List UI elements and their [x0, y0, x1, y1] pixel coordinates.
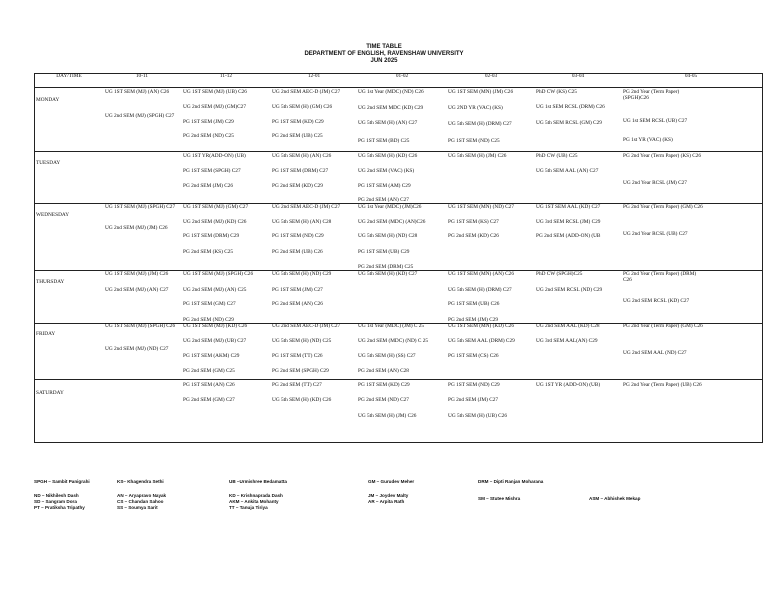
class-entry: UG 2nd SEM (MDC) (AN)C26	[358, 219, 426, 225]
legend-entry: GM – Gurudev Meher	[368, 479, 415, 484]
class-entry: UG 5th SEM AAL (DRM) C29	[448, 338, 515, 344]
class-entry: PG 2nd SEM (JM) C29	[448, 317, 499, 323]
class-entry: PG 1ST SEM (AN) C26	[183, 382, 235, 388]
class-entry: PG 2nd SEM (TT) C27	[272, 382, 322, 388]
class-entry: PG 2nd SEM (ND) C25	[183, 133, 234, 139]
class-entry: PG 2nd SEM (UB) C25	[272, 133, 323, 139]
department-name: DEPARTMENT OF ENGLISH, RAVENSHAW UNIVERSITY	[304, 51, 464, 57]
class-entry: UG 1ST SEM (MJ) (SPGH) C27	[105, 204, 176, 210]
class-entry: UG 2nd SEM (VAC) (KS)	[358, 168, 415, 174]
class-entry: PG 1ST SEM (AKM) C29	[183, 353, 240, 359]
class-entry: PG 1ST SEM (UB) C26	[448, 301, 500, 307]
class-entry: PG 2nd SEM (AN) C28	[358, 368, 409, 374]
class-entry: PG 1ST SEM (AM) C29	[358, 183, 411, 189]
class-entry: UG 5th SEM (H) (JM) C26	[358, 413, 417, 419]
legend-entry: AR – Arpita Rath	[368, 499, 405, 504]
class-entry: UG 5th SEM (H) (SS) C27	[358, 353, 416, 359]
class-entry: PG 2nd SEM (JM) C27	[448, 397, 499, 403]
legend-entry: TT – Tanuja Tiriya	[229, 505, 268, 510]
legend-entry: UB –Urmishree Bedamatta	[229, 479, 287, 484]
col-header-02-03: 02-03	[484, 73, 498, 79]
class-entry: PG 1ST SEM (KD) C29	[272, 119, 324, 125]
legend-entry: CS – Chandan Sahoo	[117, 499, 164, 504]
day-wednesday: WEDNESDAY	[36, 212, 70, 218]
class-entry: PhD CW (UB) C25	[536, 153, 578, 159]
class-entry: UG 2nd SEM (MJ) (AN) C27	[105, 287, 169, 293]
class-entry: UG 2nd SEM (MJ) (SPGH) C27	[105, 113, 175, 119]
class-entry: UG 2nd SEM MDC (KD) C29	[358, 105, 424, 111]
legend-entry: AN – Aryapravo Nayak	[117, 493, 167, 498]
class-entry: PG 1ST SEM (SPGH) C27	[183, 168, 241, 174]
legend-entry: PT – Pratiksha Tripathy	[34, 505, 85, 510]
class-entry: PG 2nd Year (Term Paper) (DRM) C26	[623, 271, 697, 283]
class-entry: UG 2ND YR (VAC) (KS)	[448, 105, 503, 111]
class-entry: UG 5th SEM (H) (DRM) C27	[448, 287, 512, 293]
class-entry: UG 2nd SEM AEC-D (JM) C27	[272, 323, 341, 329]
class-entry: UG 1ST SEM (MN) (ND) C27	[448, 204, 514, 210]
class-entry: UG 5th SEM (H) (KD) C26	[358, 153, 418, 159]
class-entry: PG 1ST SEM (KS) C27	[448, 219, 499, 225]
class-entry: UG 2nd SEM (MJ) (AN) C25	[183, 287, 247, 293]
legend-entry: KS– Khagendra Sethi	[117, 479, 164, 484]
class-entry: UG 2nd SEM (MJ) (ND) C27	[105, 346, 169, 352]
legend-entry: SD – Sangram Dora	[34, 499, 77, 504]
class-entry: PG 2nd Year (Term Paper) (UB) C26	[623, 382, 702, 388]
class-entry: UG 5th SEM (H) (KD) C26	[272, 397, 332, 403]
day-saturday: SATURDAY	[36, 390, 64, 396]
legend-entry: SPGH – Sambit Panigrahi	[34, 479, 90, 484]
class-entry: UG 5th SEM (H) (AN) C26	[272, 153, 332, 159]
row-divider	[34, 87, 763, 88]
class-entry: UG 2nd SEM (MJ) (GM)C27	[183, 104, 246, 110]
class-entry: UG 5th SEM AAL (AN) C27	[536, 168, 599, 174]
legend-entry: ASM – Abhishek Mekap	[589, 496, 641, 501]
class-entry: UG 2nd SEM AEC-D (JM) C27	[272, 204, 341, 210]
class-entry: UG 5th SEM (H) (JM) C26	[448, 153, 507, 159]
class-entry: UG 1ST SEM (MJ) (GM) C27	[183, 204, 249, 210]
day-monday: MONDAY	[36, 97, 60, 103]
class-entry: UG 1st Year (MDC) (JM) C 25	[358, 323, 425, 329]
col-header-03-04: 03-04	[571, 73, 585, 79]
class-entry: UG 1st SEM RCSL (DRM) C26	[536, 104, 605, 110]
class-entry: UG 3rd SEM RCSL (JM) C29	[536, 219, 601, 225]
class-entry: PG 1ST SEM (ND) C29	[272, 233, 324, 239]
class-entry: PG 1ST SEM (DRM) C27	[272, 168, 329, 174]
class-entry: PG 1ST SEM (TT) C26	[272, 353, 323, 359]
col-header-12-01: 12-01	[307, 73, 321, 79]
class-entry: PG 1ST SEM (CS) C26	[448, 353, 499, 359]
class-entry: UG 1ST SEM AAL (KD) C27	[536, 204, 601, 210]
class-entry: PG 2nd Year (Term Paper) (GM) C26	[623, 323, 703, 329]
class-entry: PG 1ST SEM (JM) C29	[183, 119, 234, 125]
class-entry: PG 2nd SEM (GM) C25	[183, 368, 235, 374]
class-entry: PG 2nd SEM (SPGH) C29	[272, 368, 329, 374]
class-entry: PhD CW (SPGH)C25	[536, 271, 583, 277]
class-entry: UG 1ST SEM (MJ) (AN) C26	[105, 89, 170, 95]
legend-entry: SM – Stutee Mishra	[478, 496, 521, 501]
class-entry: UG 5th SEM (H) (GM) C26	[272, 104, 333, 110]
class-entry: PG 1ST SEM (DRM) C29	[183, 233, 240, 239]
class-entry: PG 2nd Year (Term Paper) (GM) C26	[623, 204, 703, 210]
class-entry: UG 5th SEM (H) (UB) C26	[448, 413, 508, 419]
class-entry: PG 2nd SEM (KD) C29	[272, 183, 323, 189]
class-entry: UG 5th SEM (H) (ND) C28	[358, 233, 418, 239]
class-entry: UG 1ST SEM (MN) (KD) C26	[448, 323, 514, 329]
class-entry: UG 2nd SEM AAL (ND) C27	[623, 350, 687, 356]
day-thursday: THURSDAY	[36, 279, 65, 285]
class-entry: UG 1ST SEM (MJ) (SPGH) C26	[183, 271, 254, 277]
class-entry: PG 2nd SEM (DRM) C25	[358, 264, 414, 270]
class-entry: UG 5th SEM (H) (DRM) C27	[448, 121, 512, 127]
class-entry: UG 2nd SEM (MDC) (ND) C 25	[358, 338, 429, 344]
class-entry: UG 1st SEM RCSL (UB) C27	[623, 118, 688, 124]
legend-entry: SS – Soumya Sarit	[117, 505, 158, 510]
class-entry: PG 2nd SEM (KD) C26	[448, 233, 499, 239]
col-header-04-05: 04-05	[684, 73, 698, 79]
class-entry: UG 1ST YR (ADD-ON) (UB)	[536, 382, 601, 388]
class-entry: PG 2nd Year (Term Paper) (KS) C26	[623, 153, 702, 159]
class-entry: UG 5th SEM (H) (KD) C27	[358, 271, 418, 277]
class-entry: PG 2nd SEM (ND) C27	[358, 397, 409, 403]
row-divider	[34, 151, 763, 152]
col-header-01-02: 01-02	[395, 73, 409, 79]
class-entry: UG 1ST YR(ADD-ON) (UB)	[183, 153, 246, 159]
class-entry: PG 1ST SEM (GM) C27	[183, 301, 236, 307]
legend-entry: AKM – Ankita Mohanty	[229, 499, 279, 504]
class-entry: UG 5th SEM (H) (ND) C25	[272, 338, 332, 344]
legend-entry: JM – Joydev Malty	[368, 493, 409, 498]
class-entry: UG 1st Year (MDC) (ND) C26	[358, 89, 424, 95]
col-header-10-11: 10-11	[135, 73, 149, 79]
class-entry: UG 5th SEM RCSL (GM) C29	[536, 120, 602, 126]
class-entry: UG 1ST SEM (MN) (AN) C26	[448, 271, 514, 277]
class-entry: UG 1ST SEM (MJ) (UB) C26	[183, 89, 247, 95]
class-entry: PG 1ST SEM (UB) C29	[358, 249, 410, 255]
class-entry: PG 2nd Year (Term Paper) (SPGH)C26	[623, 89, 680, 101]
class-entry: UG 1st Year (MDC) (JM)C26	[358, 204, 422, 210]
col-header-daytime: DAY/TIME	[56, 73, 82, 79]
class-entry: UG 2nd Year RCSL (JM) C27	[623, 180, 687, 186]
class-entry: PG 1st YR (VAC) (KS)	[623, 137, 673, 143]
col-header-11-12: 11-12	[219, 73, 233, 79]
class-entry: UG 2nd SEM AEC-D (JM) C27	[272, 89, 341, 95]
class-entry: UG 5th SEM (H) (AN) C28	[272, 219, 332, 225]
legend-entry: DRM – Dipti Ranjan Moharana	[478, 479, 544, 484]
class-entry: PG 1ST SEM (JM) C27	[272, 287, 323, 293]
class-entry: UG 2nd SEM (MJ) (KD) C26	[183, 219, 247, 225]
class-entry: PhD CW (KS) C25	[536, 89, 577, 95]
class-entry: UG 2nd SEM RCSL (ND) C29	[536, 287, 603, 293]
day-friday: FRIDAY	[36, 331, 56, 337]
class-entry: PG 2nd SEM (KS) C25	[183, 249, 234, 255]
class-entry: UG 5th SEM (H) (AN) C27	[358, 120, 418, 126]
class-entry: UG 2nd Year RCSL (UB) C27	[623, 231, 688, 237]
class-entry: PG 1ST SEM (BD) C25	[358, 138, 410, 144]
legend-entry: KD – Krishnaprada Dash	[229, 493, 283, 498]
class-entry: PG 2nd SEM (AN) C27	[358, 197, 409, 203]
class-entry: UG 2nd SEM (MJ) (UB) C27	[183, 338, 247, 344]
class-entry: PG 1ST SEM (ND) C29	[448, 382, 500, 388]
class-entry: PG 2nd SEM (AN) C26	[272, 301, 323, 307]
class-entry: UG 1ST SEM (MJ) (JM) C26	[105, 271, 169, 277]
class-entry: PG 1ST SEM (ND) C25	[448, 138, 500, 144]
class-entry: PG 1ST SEM (KD) C29	[358, 382, 410, 388]
class-entry: UG 1ST SEM (MJ) (SPGH) C26	[105, 323, 176, 329]
class-entry: PG 2nd SEM (JM) C26	[183, 183, 234, 189]
row-divider	[34, 379, 763, 380]
class-entry: PG 2nd SEM (GM) C27	[183, 397, 235, 403]
day-tuesday: TUESDAY	[36, 160, 61, 166]
class-entry: UG 1ST SEM (MN) (JM) C26	[448, 89, 514, 95]
class-entry: UG 5th SEM (H) (ND) C29	[272, 271, 332, 277]
page-title: TIME TABLE	[366, 44, 402, 50]
class-entry: PG 2nd SEM (ND) C29	[183, 317, 234, 323]
class-entry: PG 2nd SEM (ADD-ON) (UB	[536, 233, 601, 239]
class-entry: UG 2nd SEM AAL (KD) C28	[536, 323, 600, 329]
legend-entry: ND – Nikhilesh Dash	[34, 493, 79, 498]
class-entry: PG 2nd SEM (UB) C26	[272, 249, 323, 255]
session-date: JUN 2025	[370, 58, 398, 64]
class-entry: UG 3rd SEM AAL(AN) C29	[536, 338, 598, 344]
class-entry: UG 2nd SEM (MJ) (JM) C26	[105, 225, 168, 231]
class-entry: UG 2nd SEM RCSL (KD) C27	[623, 298, 690, 304]
class-entry: UG 1ST SEM (MJ) (KD) C26	[183, 323, 248, 329]
